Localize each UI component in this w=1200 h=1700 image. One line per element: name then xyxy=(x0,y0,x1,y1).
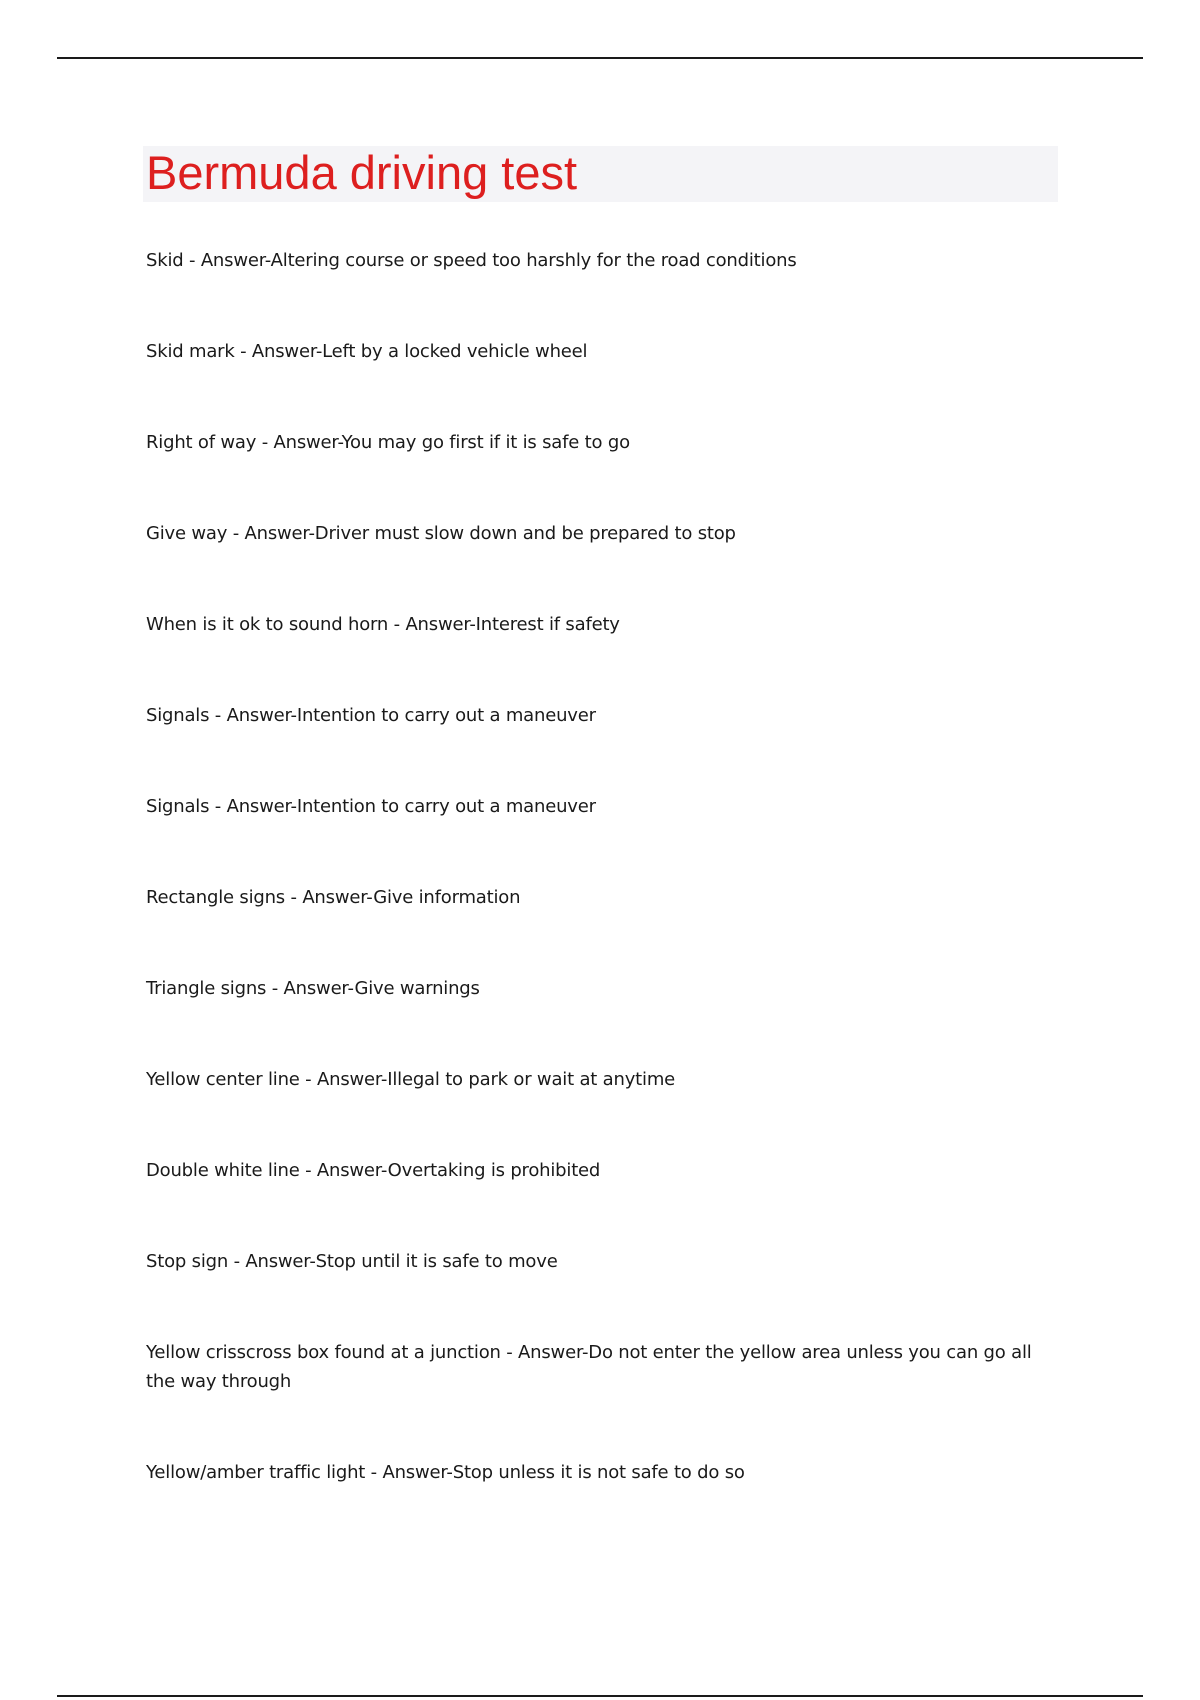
qa-list xyxy=(146,246,1051,1487)
qa-item: Rectangle signs - Answer-Give information xyxy=(146,887,521,908)
qa-item: Skid - Answer-Altering course or speed too harshly for the road conditions xyxy=(146,250,797,271)
footer-rule xyxy=(57,1695,1143,1697)
qa-item: Signals - Answer-Intention to carry out a maneuver xyxy=(146,796,596,817)
qa-item: When is it ok to sound horn - Answer-Interest if safety xyxy=(146,614,620,635)
qa-item: Triangle signs - Answer-Give warnings xyxy=(146,978,480,999)
qa-item: Yellow center line - Answer-Illegal to park or wait at anytime xyxy=(146,1069,676,1090)
qa-item: Right of way - Answer-You may go first if it is safe to go xyxy=(146,432,630,453)
header-rule xyxy=(57,57,1143,59)
qa-item: Signals - Answer-Intention to carry out a maneuver xyxy=(146,705,596,726)
qa-item: Skid mark - Answer-Left by a locked vehicle wheel xyxy=(146,341,588,362)
document-title: Bermuda driving test xyxy=(146,146,578,199)
qa-item: Double white line - Answer-Overtaking is prohibited xyxy=(146,1160,601,1181)
qa-item: Stop sign - Answer-Stop until it is safe to move xyxy=(146,1251,558,1272)
qa-item: Give way - Answer-Driver must slow down and be prepared to stop xyxy=(146,523,736,544)
qa-item: Yellow crisscross box found at a junction - Answer-Do not enter the yellow area unless you can go all the way through xyxy=(146,1342,1032,1392)
qa-item: Yellow/amber traffic light - Answer-Stop unless it is not safe to do so xyxy=(146,1462,745,1483)
